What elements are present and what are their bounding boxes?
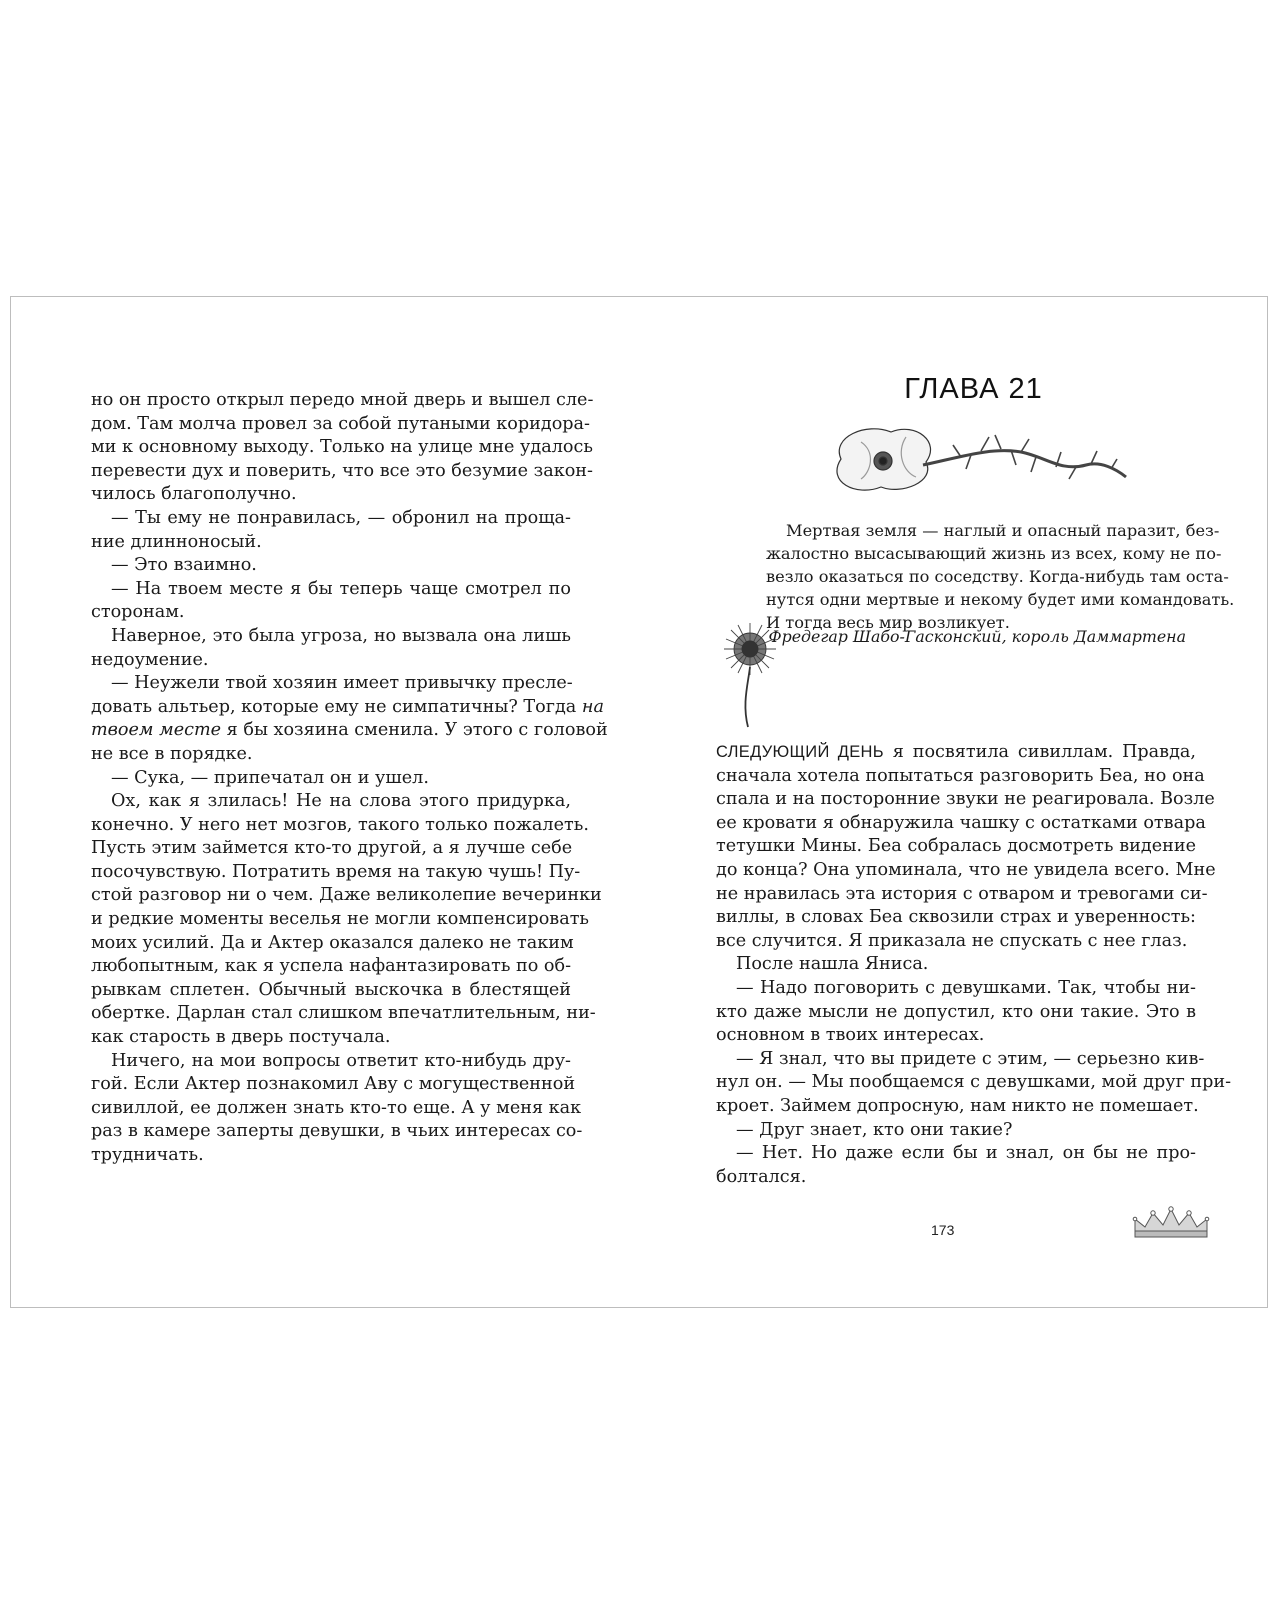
- line-text: — Друг знает, кто они такие?: [736, 1119, 1013, 1140]
- line-text: — Неужели твой хозяин имеет привычку пресле-: [111, 673, 573, 694]
- text-line: [91, 531, 571, 555]
- text-line: [716, 930, 1196, 954]
- line-text: я посвятила сивиллам. Правда,: [883, 742, 1196, 762]
- line-text: недоумение.: [91, 649, 209, 670]
- line-text: довать альтьер, которые ему не симпатичны? Тогда: [91, 696, 577, 717]
- line-text: моих усилий. Да и Актер оказался далеко не таким: [91, 932, 574, 953]
- text-line: [91, 649, 571, 673]
- text-line: [91, 861, 581, 885]
- line-text: Ох, как я злилась! Не на слова этого придурка,: [111, 791, 571, 812]
- text-line: [716, 741, 1196, 765]
- line-text: основном в твоих интересах.: [716, 1025, 985, 1046]
- text-line: [716, 788, 1215, 812]
- line-text: сивиллой, ее должен знать кто-то еще. А у меня как: [91, 1097, 582, 1118]
- line-text: гой. Если Актер познакомил Аву с могущественной: [91, 1074, 576, 1095]
- line-text: Мертвая земля — наглый и опасный паразит, без-: [786, 521, 1220, 540]
- text-line: [91, 884, 602, 908]
- line-text: — На твоем месте я бы теперь чаще смотрел по: [111, 578, 571, 599]
- line-text: И тогда весь мир возликует.: [766, 613, 1010, 632]
- line-text: сторонам.: [91, 602, 185, 623]
- text-line: [91, 578, 571, 602]
- text-line: [91, 955, 571, 979]
- line-text: — Сука, — припечатал он и ушел.: [111, 767, 429, 788]
- line-text: дом. Там молча провел за собой путаными коридора-: [91, 413, 590, 434]
- line-text: раз в камере заперты девушки, в чьих интересах со-: [91, 1121, 583, 1142]
- text-line: [91, 1120, 583, 1144]
- text-line: [91, 672, 571, 696]
- left-page: [91, 389, 608, 1168]
- text-line: [766, 565, 1229, 588]
- text-line: [91, 601, 571, 625]
- line-text: не нравилась эта история с отваром и тревогами си-: [716, 883, 1208, 904]
- line-text: нул он. — Мы пообщаемся с девушками, мой друг при-: [716, 1072, 1232, 1093]
- italic-phrase: твоем месте: [91, 720, 222, 741]
- text-line: [91, 1144, 571, 1168]
- epigraph: [766, 519, 1235, 634]
- text-line: [91, 1050, 571, 1074]
- text-line: [91, 436, 593, 460]
- epigraph-attribution: Фредегар Шабо-Гасконский, король Даммартена: [768, 627, 1186, 646]
- text-line: [91, 625, 571, 649]
- text-line: [716, 835, 1196, 859]
- text-line: [716, 1001, 1196, 1025]
- crown-icon: [1131, 1205, 1211, 1239]
- text-line: [766, 542, 1222, 565]
- line-text: жалостно высасывающий жизнь из всех, кому не по-: [766, 544, 1222, 563]
- text-line: [766, 519, 1220, 542]
- line-text: перевести дух и поверить, что все это безумие закон-: [91, 460, 593, 481]
- text-line: [716, 977, 1196, 1001]
- line-text: — Нет. Но даже если бы и знал, он бы не про-: [736, 1143, 1196, 1164]
- line-text: Пусть этим займется кто-то другой, а я лучше себе: [91, 838, 573, 859]
- line-text: После нашла Яниса.: [736, 954, 929, 975]
- line-text: кто даже мысли не допустил, кто они такие. Это в: [716, 1001, 1196, 1022]
- poppy-and-thorn-branch-illustration: [821, 417, 1141, 497]
- line-text: Наверное, это была угроза, но вызвала она лишь: [111, 625, 571, 646]
- italic-phrase: на: [581, 696, 604, 717]
- line-text: но он просто открыл передо мной дверь и вышел сле-: [91, 390, 594, 410]
- line-text: — Ты ему не понравилась, — обронил на проща-: [111, 507, 571, 528]
- line-text: спала и на посторонние звуки не реагировала. Возле: [716, 789, 1215, 810]
- book-spread: [10, 296, 1268, 1308]
- text-line: [91, 837, 571, 861]
- line-text: все случится. Я приказала не спускать с нее глаз.: [716, 930, 1188, 951]
- thistle-head-illustration: [718, 619, 782, 731]
- text-line: [91, 814, 589, 838]
- line-text: тетушки Мины. Беа собралась досмотреть видение: [716, 836, 1196, 857]
- line-text: как старость в дверь постучала.: [91, 1027, 391, 1048]
- line-text: — Я знал, что вы придете с этим, — серьезно кив-: [736, 1048, 1205, 1069]
- line-text: кроет. Займем допросную, нам никто не помешает.: [716, 1095, 1199, 1116]
- text-line: [716, 953, 1196, 977]
- line-text: конечно. У него нет мозгов, такого только пожалеть.: [91, 814, 589, 835]
- text-line: [91, 1002, 596, 1026]
- line-text: стой разговор ни о чем. Даже великолепие вечеринки: [91, 885, 602, 906]
- text-line: [716, 765, 1205, 789]
- chapter-title: ГЛАВА 21: [904, 373, 1043, 405]
- text-line: [91, 979, 571, 1003]
- line-text: — Это взаимно.: [111, 555, 257, 576]
- line-text: чилось благополучно.: [91, 484, 297, 505]
- line-text: болтался.: [716, 1166, 807, 1187]
- text-line: [716, 859, 1216, 883]
- line-text: везло оказаться по соседству. Когда-нибудь там оста-: [766, 567, 1229, 586]
- line-text: сначала хотела попытаться разговорить Беа, но она: [716, 765, 1205, 786]
- line-text: трудничать.: [91, 1145, 204, 1165]
- line-text: виллы, в словах Беа сквозили страх и уверенность:: [716, 907, 1196, 928]
- line-text: ние длинноносый.: [91, 531, 262, 552]
- text-line: [91, 719, 608, 743]
- text-line: [91, 696, 604, 720]
- text-line: [91, 460, 593, 484]
- line-text: любопытным, как я успела нафантазировать по об-: [91, 956, 572, 977]
- line-text: нутся одни мертвые и некому будет ими командовать.: [766, 590, 1235, 609]
- line-text: до конца? Она упоминала, что не увидела всего. Мне: [716, 859, 1216, 880]
- text-line: [91, 1026, 571, 1050]
- text-line: [91, 908, 590, 932]
- line-text: ее кровати я обнаружила чашку с остатками отвара: [716, 812, 1206, 833]
- text-line: [91, 1073, 576, 1097]
- text-line: [716, 1024, 1196, 1048]
- text-line: [716, 883, 1208, 907]
- text-line: [91, 767, 571, 791]
- text-line: [91, 507, 571, 531]
- text-line: [91, 743, 571, 767]
- line-text: Ничего, на мои вопросы ответит кто-нибудь дру-: [111, 1050, 571, 1071]
- line-text: и редкие моменты веселья не могли компенсировать: [91, 909, 590, 930]
- text-line: [716, 1142, 1196, 1166]
- line-text: рывкам сплетен. Обычный выскочка в блестящей: [91, 979, 571, 1000]
- text-line: [716, 906, 1196, 930]
- line-text: обертке. Дарлан стал слишком впечатлительным, ни-: [91, 1003, 596, 1024]
- text-line: [716, 1071, 1232, 1095]
- text-line: [716, 1095, 1199, 1119]
- text-line: [716, 1119, 1196, 1143]
- text-line: [91, 790, 571, 814]
- text-line: [91, 554, 571, 578]
- text-line: [91, 483, 571, 507]
- line-text: ми к основному выходу. Только на улице мне удалось: [91, 437, 593, 458]
- text-line: [91, 413, 590, 437]
- right-page: [716, 297, 1235, 1307]
- text-line: [91, 389, 594, 413]
- line-text: посочувствую. Потратить время на такую чушь! Пу-: [91, 861, 581, 882]
- text-line: [91, 1097, 582, 1121]
- text-line: [766, 588, 1235, 611]
- text-line: [716, 812, 1206, 836]
- chapter-lead-in: СЛЕДУЮЩИЙ ДЕНЬ: [716, 743, 884, 761]
- line-text: я бы хозяина сменила. У этого с головой: [226, 720, 608, 741]
- line-text: не все в порядке.: [91, 743, 253, 764]
- text-line: [716, 1166, 1196, 1190]
- page-number: 173: [931, 1222, 955, 1238]
- line-text: — Надо поговорить с девушками. Так, чтобы ни-: [736, 977, 1196, 998]
- chapter-body: [716, 741, 1232, 1189]
- text-line: [716, 1048, 1205, 1072]
- text-line: [91, 932, 574, 956]
